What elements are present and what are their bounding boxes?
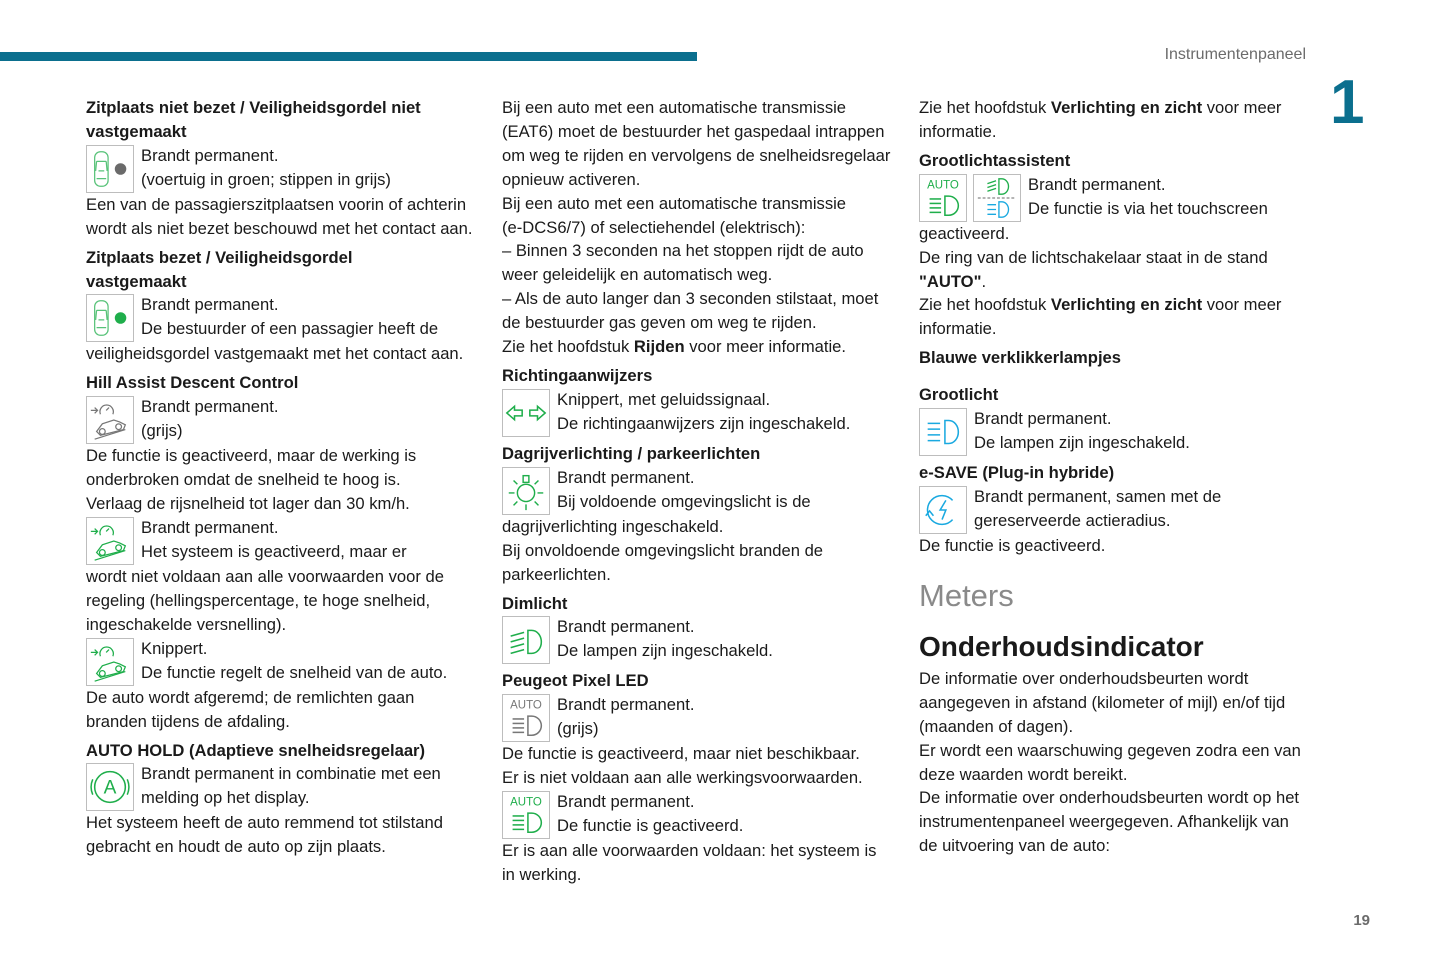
body-text-line: onderbroken omdat de snelheid te hoog is. [86, 470, 401, 490]
body-text-line: de bestuurder gas geven om weg te rijden. [502, 313, 817, 333]
subsection-title: Onderhoudsindicator [919, 630, 1204, 662]
warning-light-entry [502, 466, 902, 515]
body-text-line: Brandt permanent. [557, 617, 695, 637]
svg-text:AUTO: AUTO [510, 699, 542, 712]
body-text-line: Het systeem heeft de auto remmend tot stilstand [86, 813, 443, 833]
seatbelt-green-icon [86, 294, 134, 342]
warning-light-entry [502, 693, 902, 742]
warning-light-entry [86, 637, 486, 686]
e-save-icon [919, 486, 967, 534]
warning-light-entry [502, 615, 902, 664]
body-text-line: (grijs) [557, 719, 599, 739]
warning-light-entry [502, 790, 902, 839]
body-text-line: Er wordt een waarschuwing gegeven zodra een van [919, 740, 1301, 760]
warning-light-entry [919, 485, 1319, 534]
running-title: Instrumentenpaneel [1164, 46, 1306, 63]
body-text-line: (EAT6) moet de bestuurder het gaspedaal intrappen [502, 121, 885, 141]
body-text-line [502, 335, 902, 359]
body-text-line: wordt niet voldaan aan alle voorwaarden voor de [86, 566, 444, 586]
body-text-line: Een van de passagierszitplaatsen voorin of achterin [86, 194, 467, 214]
warning-light-icons [502, 790, 550, 839]
body-text-line: Brandt permanent. [557, 792, 695, 812]
body-text-line: Er is aan alle voorwaarden voldaan: het systeem is [502, 841, 877, 861]
body-text-line: veiligheidsgordel vastgemaakt met het contact aan. [86, 344, 464, 364]
seatbelt-grey-icon [86, 145, 134, 193]
body-text-line: om weg te rijden en vervolgens de snelheidsregelaar [502, 145, 891, 165]
section-heading: Dimlicht [502, 593, 568, 613]
section-heading: vastgemaakt [86, 121, 187, 141]
body-text-line [919, 270, 1319, 294]
warning-light-entry [86, 762, 486, 811]
dipped-beam-icon [502, 616, 550, 664]
body-text-line: ingeschakelde versnelling). [86, 614, 287, 634]
body-text-line: (maanden of dagen). [919, 716, 1074, 736]
body-text-line: gebracht en houdt de auto op zijn plaats. [86, 837, 386, 857]
svg-text:AUTO: AUTO [510, 796, 542, 809]
warning-light-icons [86, 762, 134, 811]
body-text-line: Brandt permanent, samen met de [974, 486, 1222, 506]
section-heading: Zitplaats bezet / Veiligheidsgordel [86, 247, 353, 267]
body-text-line: De informatie over onderhoudsbeurten wordt [919, 668, 1249, 688]
body-text-line: informatie. [919, 121, 997, 141]
warning-light-entry [86, 516, 486, 565]
body-text-line: Brandt permanent. [141, 295, 279, 315]
bold-reference: Rijden [633, 337, 685, 357]
text-segment: . [981, 271, 987, 291]
section-heading: Zitplaats niet bezet / Veiligheidsgordel niet [86, 98, 421, 117]
text-segment: Zie het hoofdstuk [919, 98, 1051, 117]
warning-light-icons [919, 407, 967, 456]
column-3 [919, 96, 1319, 858]
body-text-line: De functie is geactiveerd, maar niet beschikbaar. [502, 744, 860, 764]
text-segment: voor meer informatie. [684, 337, 847, 357]
turn-signals-icon [502, 389, 550, 437]
text-segment: voor meer [1202, 295, 1282, 315]
warning-light-icons [86, 516, 134, 565]
text-segment: Zie het hoofdstuk [502, 337, 634, 357]
body-text-line: De richtingaanwijzers zijn ingeschakeld. [557, 413, 851, 433]
column-2 [502, 96, 902, 887]
body-text-line: Knippert, met geluidssignaal. [557, 389, 771, 409]
bold-reference: Verlichting en zicht [1050, 98, 1203, 117]
body-text-line: Verlaag de rijsnelheid tot lager dan 30 km/h. [86, 494, 410, 514]
high-beam-icon [919, 408, 967, 456]
warning-light-icons [919, 485, 967, 534]
body-text-line: gereserveerde actieradius. [974, 510, 1171, 530]
hill-descent-green-icon [86, 638, 134, 686]
body-text-line [919, 96, 1319, 120]
body-text-line: in werking. [502, 865, 582, 885]
body-text-line: regeling (hellingspercentage, te hoge snelheid, [86, 590, 431, 610]
bold-reference: Verlichting en zicht [1050, 295, 1203, 315]
body-text-line [919, 293, 1319, 317]
warning-light-entry [502, 388, 902, 437]
body-text-line: Bij voldoende omgevingslicht is de [557, 491, 811, 511]
section-heading: Peugeot Pixel LED [502, 671, 649, 691]
warning-light-entry [86, 293, 486, 342]
body-text-line: (grijs) [141, 421, 183, 441]
section-heading: AUTO HOLD (Adaptieve snelheidsregelaar) [86, 740, 426, 760]
section-heading: vastgemaakt [86, 271, 187, 291]
auto-headlamp-green-icon [502, 791, 550, 839]
warning-light-icons [86, 637, 134, 686]
text-segment: voor meer [1202, 98, 1282, 117]
body-text-line: De auto wordt afgeremd; de remlichten gaan [86, 687, 415, 707]
page-number: 19 [1353, 912, 1370, 929]
warning-light-icons [502, 615, 550, 664]
body-text-line: Brandt permanent. [1028, 174, 1166, 194]
body-text-line: (voertuig in groen; stippen in grijs) [141, 169, 391, 189]
warning-light-icons [502, 388, 550, 437]
body-text-line: De informatie over onderhoudsbeurten wordt op het [919, 788, 1300, 808]
body-text-line: Bij onvoldoende omgevingslicht branden de [502, 540, 824, 560]
section-heading: Dagrijverlichting / parkeerlichten [502, 443, 761, 463]
body-text-line: – Binnen 3 seconden na het stoppen rijdt de auto [502, 241, 864, 261]
warning-light-entry [86, 395, 486, 444]
body-text-line: Brandt permanent. [141, 145, 279, 165]
chapter-number: 1 [1330, 68, 1365, 137]
warning-light-entry [919, 407, 1319, 456]
body-text-line: De functie is via het touchscreen [1028, 198, 1268, 218]
body-text-line: Brandt permanent. [141, 517, 279, 537]
bold-reference: "AUTO" [919, 271, 982, 291]
body-text-line: Brandt permanent in combinatie met een [141, 764, 441, 784]
auto-headlamp-grey-icon [502, 694, 550, 742]
warning-light-icons [86, 144, 134, 193]
section-heading: Richtingaanwijzers [502, 365, 653, 385]
body-text-line: weer geleidelijk en automatisch weg. [502, 265, 773, 285]
body-text-line: – Als de auto langer dan 3 seconden stilstaat, moet [502, 289, 879, 309]
header-accent-bar [0, 52, 697, 61]
body-text-line: instrumentenpaneel weergegeven. Afhankelijk van [919, 812, 1289, 832]
body-text-line: Bij een auto met een automatische transmissie [502, 193, 847, 213]
high-beam-assist-icon [973, 174, 1021, 222]
daytime-lights-icon [502, 467, 550, 515]
body-text-line: De functie is geactiveerd. [919, 535, 1106, 555]
body-text-line: Brandt permanent. [141, 397, 279, 417]
text-segment: Zie het hoofdstuk [919, 295, 1051, 315]
body-text-line: De lampen zijn ingeschakeld. [557, 641, 773, 661]
body-text-line: informatie. [919, 319, 997, 339]
svg-text:A: A [103, 778, 117, 800]
body-text-line: (e-DCS6/7) of selectiehendel (elektrisch): [502, 217, 806, 237]
body-text-line: Het systeem is geactiveerd, maar er [141, 541, 407, 561]
hill-descent-green-icon [86, 517, 134, 565]
body-text-line: Knippert. [141, 638, 208, 658]
body-text-line: parkeerlichten. [502, 564, 611, 584]
warning-light-icons [86, 293, 134, 342]
warning-light-entry [919, 173, 1319, 222]
body-text-line: Bij een auto met een automatische transmissie [502, 98, 847, 117]
body-text-line: opnieuw activeren. [502, 169, 641, 189]
warning-light-icons [502, 466, 550, 515]
body-text-line: branden tijdens de afdaling. [86, 711, 290, 731]
body-text-line: Brandt permanent. [974, 409, 1112, 429]
body-text-line: dagrijverlichting ingeschakeld. [502, 516, 724, 536]
body-text-line: melding op het display. [141, 788, 310, 808]
section-heading: e-SAVE (Plug-in hybride) [919, 463, 1115, 483]
warning-light-entry [86, 144, 486, 193]
column-1 [86, 96, 486, 859]
body-text-line: De functie regelt de snelheid van de auto. [141, 662, 448, 682]
svg-text:AUTO: AUTO [927, 179, 959, 192]
section-heading: Hill Assist Descent Control [86, 373, 299, 393]
auto-hold-icon [86, 763, 134, 811]
body-text-line: De functie is geactiveerd. [557, 816, 744, 836]
body-text-line: aangegeven in afstand (kilometer of mijl) en/of tijd [919, 692, 1286, 712]
body-text-line: De functie is geactiveerd, maar de werking is [86, 446, 417, 466]
body-text-line: de uitvoering van de auto: [919, 836, 1110, 856]
section-heading: Grootlicht [919, 385, 999, 405]
body-text-line: De lampen zijn ingeschakeld. [974, 432, 1190, 452]
body-text-line: wordt als niet bezet beschouwd met het contact aan. [86, 218, 473, 238]
body-text-line: De bestuurder of een passagier heeft de [141, 319, 439, 339]
warning-light-icons [86, 395, 134, 444]
body-text-line: geactiveerd. [919, 223, 1010, 243]
body-text-line: Brandt permanent. [557, 467, 695, 487]
body-text-line: De ring van de lichtschakelaar staat in de stand [919, 247, 1268, 267]
body-text-line: Brandt permanent. [557, 695, 695, 715]
section-heading: Grootlichtassistent [919, 150, 1071, 170]
body-text-line: deze waarden wordt bereikt. [919, 764, 1128, 784]
hill-descent-grey-icon [86, 396, 134, 444]
auto-headlamp-green-icon [919, 174, 967, 222]
section-title: Meters [919, 577, 1014, 613]
section-heading: Blauwe verklikkerlampjes [919, 348, 1122, 368]
body-text-line: Er is niet voldaan aan alle werkingsvoorwaarden. [502, 768, 863, 788]
warning-light-icons [502, 693, 550, 742]
warning-light-icons [919, 173, 1021, 222]
